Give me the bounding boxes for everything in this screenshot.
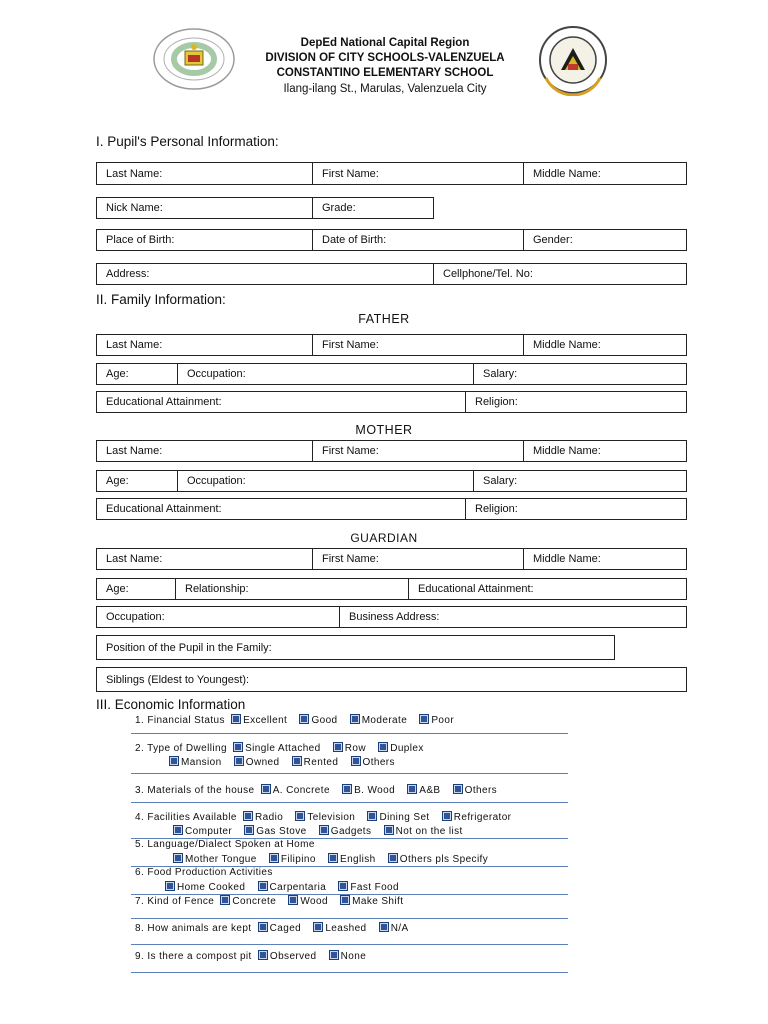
q4-label: 4. Facilities Available xyxy=(135,812,237,823)
mother-heading: MOTHER xyxy=(355,423,413,437)
q5-label: 5. Language/Dialect Spoken at Home xyxy=(135,839,315,850)
option-label: Concrete xyxy=(232,896,277,907)
option-label: Radio xyxy=(255,812,284,823)
econ-q2-line2 xyxy=(166,756,401,768)
option-label: A&B xyxy=(419,785,441,796)
guardian-last-name-field[interactable]: Last Name: xyxy=(97,549,313,569)
guardian-business-address-field[interactable]: Business Address: xyxy=(349,611,440,623)
mother-first-name-field[interactable]: First Name: xyxy=(313,441,524,461)
guardian-education-field[interactable]: Educational Attainment: xyxy=(418,583,534,595)
checkbox[interactable] xyxy=(313,922,323,932)
checkbox[interactable] xyxy=(288,895,298,905)
option-label: Computer xyxy=(185,826,233,837)
option-label: Rented xyxy=(303,757,339,768)
school-address: Ilang-ilang St., Marulas, Valenzuela City xyxy=(283,83,487,95)
econ-q5 xyxy=(170,853,494,865)
gender-field[interactable]: Gender: xyxy=(533,234,573,246)
option-label: Excellent xyxy=(243,715,288,726)
q7-label: 7. Kind of Fence xyxy=(135,896,215,907)
checkbox[interactable] xyxy=(319,825,329,835)
guardian-relationship-field[interactable]: Relationship: xyxy=(176,579,409,599)
mother-salary-field[interactable]: Salary: xyxy=(483,475,518,487)
answer-line xyxy=(131,972,568,973)
checkbox[interactable] xyxy=(378,742,388,752)
guardian-occupation-row xyxy=(96,606,687,628)
option-label: Not on the list xyxy=(395,826,463,837)
father-name-row xyxy=(96,334,687,356)
option-label: Television xyxy=(307,812,356,823)
grade-field[interactable]: Grade: xyxy=(322,202,356,214)
checkbox[interactable] xyxy=(165,881,175,891)
checkbox[interactable] xyxy=(367,811,377,821)
checkbox[interactable] xyxy=(299,714,309,724)
option-label: Dining Set xyxy=(379,812,430,823)
option-label: Wood xyxy=(300,896,328,907)
checkbox[interactable] xyxy=(220,895,230,905)
option-label: Row xyxy=(344,743,367,754)
option-label: English xyxy=(340,854,376,865)
pupil-position-row xyxy=(96,635,615,660)
personal-nick-row xyxy=(96,197,434,219)
q2-label: 2. Type of Dwelling xyxy=(135,743,227,754)
father-job-row xyxy=(96,363,687,385)
checkbox[interactable] xyxy=(442,811,452,821)
guardian-age-field[interactable]: Age: xyxy=(97,579,176,599)
econ-q4 xyxy=(135,811,517,823)
cellphone-field[interactable]: Cellphone/Tel. No: xyxy=(443,268,533,280)
option-label: Owned xyxy=(245,757,280,768)
answer-line xyxy=(131,944,568,945)
father-religion-field[interactable]: Religion: xyxy=(475,396,518,408)
school-seal-logo xyxy=(152,27,236,91)
mother-religion-field[interactable]: Religion: xyxy=(475,503,518,515)
option-label: Make Shift xyxy=(352,896,404,907)
q9-label: 9. Is there a compost pit xyxy=(135,951,252,962)
siblings-row xyxy=(96,667,687,692)
checkbox[interactable] xyxy=(419,714,429,724)
option-label: Gadgets xyxy=(330,826,372,837)
father-occupation-field[interactable]: Occupation: xyxy=(178,364,474,384)
checkbox[interactable] xyxy=(233,742,243,752)
father-middle-name-field[interactable]: Middle Name: xyxy=(533,339,601,351)
father-heading: FATHER xyxy=(358,312,410,326)
checkbox[interactable] xyxy=(295,811,305,821)
q6-label: 6. Food Production Activities xyxy=(135,867,273,878)
answer-line xyxy=(131,773,568,774)
checkbox[interactable] xyxy=(244,825,254,835)
section-economic-title: III. Economic Information xyxy=(96,697,246,712)
guardian-name-row xyxy=(96,548,687,570)
option-label: Leashed xyxy=(325,923,367,934)
date-of-birth-field[interactable]: Date of Birth: xyxy=(313,230,524,250)
option-label: Refrigerator xyxy=(453,812,512,823)
option-label: Others xyxy=(362,757,395,768)
q8-label: 8. How animals are kept xyxy=(135,923,252,934)
econ-q1 xyxy=(135,714,460,726)
econ-q3 xyxy=(135,784,503,796)
mother-edu-row xyxy=(96,498,687,520)
option-label: Fast Food xyxy=(350,882,399,893)
checkbox[interactable] xyxy=(351,756,361,766)
q3-label: 3. Materials of the house xyxy=(135,785,255,796)
mother-name-row xyxy=(96,440,687,462)
option-label: None xyxy=(340,951,367,962)
checkbox[interactable] xyxy=(261,784,271,794)
checkbox[interactable] xyxy=(234,756,244,766)
checkbox[interactable] xyxy=(243,811,253,821)
checkbox[interactable] xyxy=(333,742,343,752)
siblings-field[interactable]: Siblings (Eldest to Youngest): xyxy=(106,673,250,686)
checkbox[interactable] xyxy=(328,853,338,863)
answer-line xyxy=(131,918,568,919)
checkbox[interactable] xyxy=(173,825,183,835)
checkbox[interactable] xyxy=(407,784,417,794)
father-education-field[interactable]: Educational Attainment: xyxy=(97,392,466,412)
econ-q8 xyxy=(135,922,415,934)
option-label: Others pls Specify xyxy=(399,854,489,865)
option-label: Filipino xyxy=(280,854,316,865)
econ-q5-label-line xyxy=(135,839,315,850)
address-field[interactable]: Address: xyxy=(97,264,434,284)
mother-last-name-field[interactable]: Last Name: xyxy=(97,441,313,461)
mother-age-field[interactable]: Age: xyxy=(97,471,178,491)
nick-name-field[interactable]: Nick Name: xyxy=(97,198,313,218)
personal-middle-name-field[interactable]: Middle Name: xyxy=(533,167,601,180)
econ-q6-label-line xyxy=(135,867,273,878)
section-family-title: II. Family Information: xyxy=(96,292,226,307)
checkbox[interactable] xyxy=(384,825,394,835)
checkbox[interactable] xyxy=(258,950,268,960)
mother-education-field[interactable]: Educational Attainment: xyxy=(97,499,466,519)
option-label: Carpentaria xyxy=(269,882,327,893)
checkbox[interactable] xyxy=(342,784,352,794)
checkbox[interactable] xyxy=(292,756,302,766)
answer-line xyxy=(131,733,568,734)
q1-label: 1. Financial Status xyxy=(135,715,225,726)
checkbox[interactable] xyxy=(453,784,463,794)
letterhead xyxy=(230,36,540,98)
econ-q2 xyxy=(135,742,430,754)
option-label: A. Concrete xyxy=(272,785,330,796)
checkbox[interactable] xyxy=(258,881,268,891)
econ-q4-line2 xyxy=(170,825,469,837)
option-label: B. Wood xyxy=(354,785,396,796)
option-label: Mansion xyxy=(181,757,222,768)
econ-q9 xyxy=(135,950,372,962)
checkbox[interactable] xyxy=(350,714,360,724)
personal-name-row xyxy=(96,162,687,185)
checkbox[interactable] xyxy=(173,853,183,863)
option-label: Others xyxy=(464,785,498,796)
checkbox[interactable] xyxy=(329,950,339,960)
mother-job-row xyxy=(96,470,687,492)
father-first-name-field[interactable]: First Name: xyxy=(313,335,524,355)
father-age-field[interactable]: Age: xyxy=(97,364,178,384)
option-label: Observed xyxy=(269,951,317,962)
econ-q6 xyxy=(162,881,405,893)
guardian-occupation-field[interactable]: Occupation: xyxy=(97,607,340,627)
personal-first-name-field[interactable]: First Name: xyxy=(313,163,524,184)
option-label: Gas Stove xyxy=(256,826,307,837)
checkbox[interactable] xyxy=(169,756,179,766)
checkbox[interactable] xyxy=(258,922,268,932)
father-last-name-field[interactable]: Last Name: xyxy=(97,335,313,355)
mother-occupation-field[interactable]: Occupation: xyxy=(178,471,474,491)
region-title: DepEd National Capital Region xyxy=(300,37,470,49)
guardian-middle-name-field[interactable]: Middle Name: xyxy=(533,553,601,565)
checkbox[interactable] xyxy=(388,853,398,863)
division-seal-logo xyxy=(534,26,612,96)
school-name: CONSTANTINO ELEMENTARY SCHOOL xyxy=(276,67,494,79)
option-label: Home Cooked xyxy=(177,882,246,893)
checkbox[interactable] xyxy=(269,853,279,863)
division-title: DIVISION OF CITY SCHOOLS-VALENZUELA xyxy=(265,52,505,64)
personal-address-row xyxy=(96,263,687,285)
mother-middle-name-field[interactable]: Middle Name: xyxy=(533,445,601,457)
answer-line xyxy=(131,802,568,803)
guardian-first-name-field[interactable]: First Name: xyxy=(313,549,524,569)
place-of-birth-field[interactable]: Place of Birth: xyxy=(97,230,313,250)
personal-birth-row xyxy=(96,229,687,251)
father-salary-field[interactable]: Salary: xyxy=(483,368,518,380)
econ-q7 xyxy=(135,895,409,907)
section-personal-title: I. Pupil's Personal Information: xyxy=(96,134,279,149)
guardian-heading: GUARDIAN xyxy=(350,531,418,545)
option-label: Single Attached xyxy=(245,743,321,754)
checkbox[interactable] xyxy=(231,714,241,724)
checkbox[interactable] xyxy=(379,922,389,932)
personal-last-name-field[interactable]: Last Name: xyxy=(97,163,313,184)
father-edu-row xyxy=(96,391,687,413)
option-label: Caged xyxy=(269,923,302,934)
guardian-relationship-row xyxy=(96,578,687,600)
option-label: Poor xyxy=(431,715,455,726)
option-label: N/A xyxy=(390,923,409,934)
option-label: Good xyxy=(311,715,338,726)
option-label: Duplex xyxy=(390,743,424,754)
checkbox[interactable] xyxy=(338,881,348,891)
checkbox[interactable] xyxy=(340,895,350,905)
option-label: Moderate xyxy=(361,715,408,726)
pupil-position-field[interactable]: Position of the Pupil in the Family: xyxy=(106,641,272,654)
option-label: Mother Tongue xyxy=(185,854,257,865)
